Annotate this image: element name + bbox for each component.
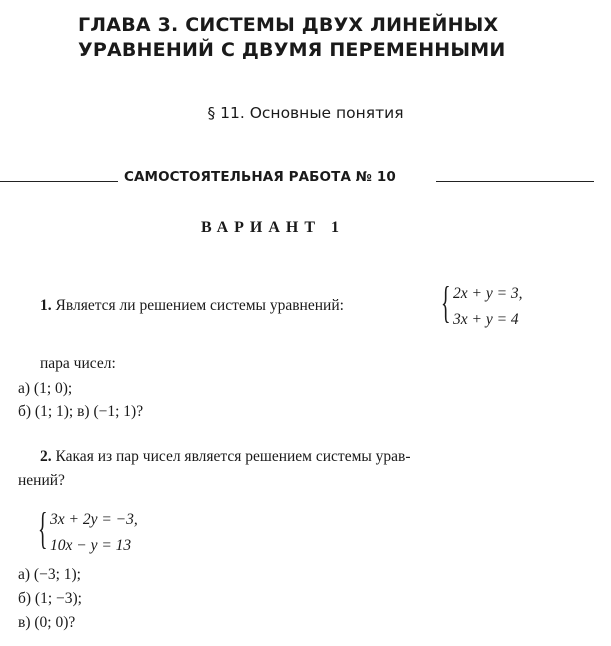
task1-option-line-1: а) (1; 0); [18,380,73,397]
chapter-title [78,13,558,63]
task1-statement [40,297,344,315]
task1-text: Является ли решением системы уравнений: [55,297,344,314]
task2-equation-2: 10x − y = 13 [50,537,132,554]
task2-text-line-1: Какая из пар чисел является решением системы урав- [55,448,411,465]
task1-number: 1. [40,297,52,314]
task2-option-b: б) (1; −3); [18,590,82,607]
section-title: § 11. Основные понятия [207,104,404,122]
task2-equation-1: 3x + 2y = −3, [50,511,138,528]
task2-option-c: в) (0; 0)? [18,614,76,631]
chapter-title-line-1: ГЛАВА 3. СИСТЕМЫ ДВУХ ЛИНЕЙНЫХ [78,14,499,36]
task2-number: 2. [40,448,52,465]
divider-left [0,181,118,182]
task2-option-a: а) (−3; 1); [18,566,81,583]
task2-statement [40,448,411,466]
divider-right [436,181,594,182]
task1-pair-label: пара чисел: [40,355,116,372]
task1-option-line-2: б) (1; 1); в) (−1; 1)? [18,403,144,420]
work-title: САМОСТОЯТЕЛЬНАЯ РАБОТА № 10 [124,169,396,185]
variant-heading: ВАРИАНТ 1 [200,219,346,236]
task1-system-brace: { [441,278,451,327]
task1-equation-1: 2x + y = 3, [453,285,523,302]
chapter-title-line-2: УРАВНЕНИЙ С ДВУМЯ ПЕРЕМЕННЫМИ [78,39,506,61]
task2-text-line-2: нений? [18,472,65,489]
task1-equation-2: 3x + y = 4 [453,311,519,328]
task2-system-brace: { [38,504,48,553]
